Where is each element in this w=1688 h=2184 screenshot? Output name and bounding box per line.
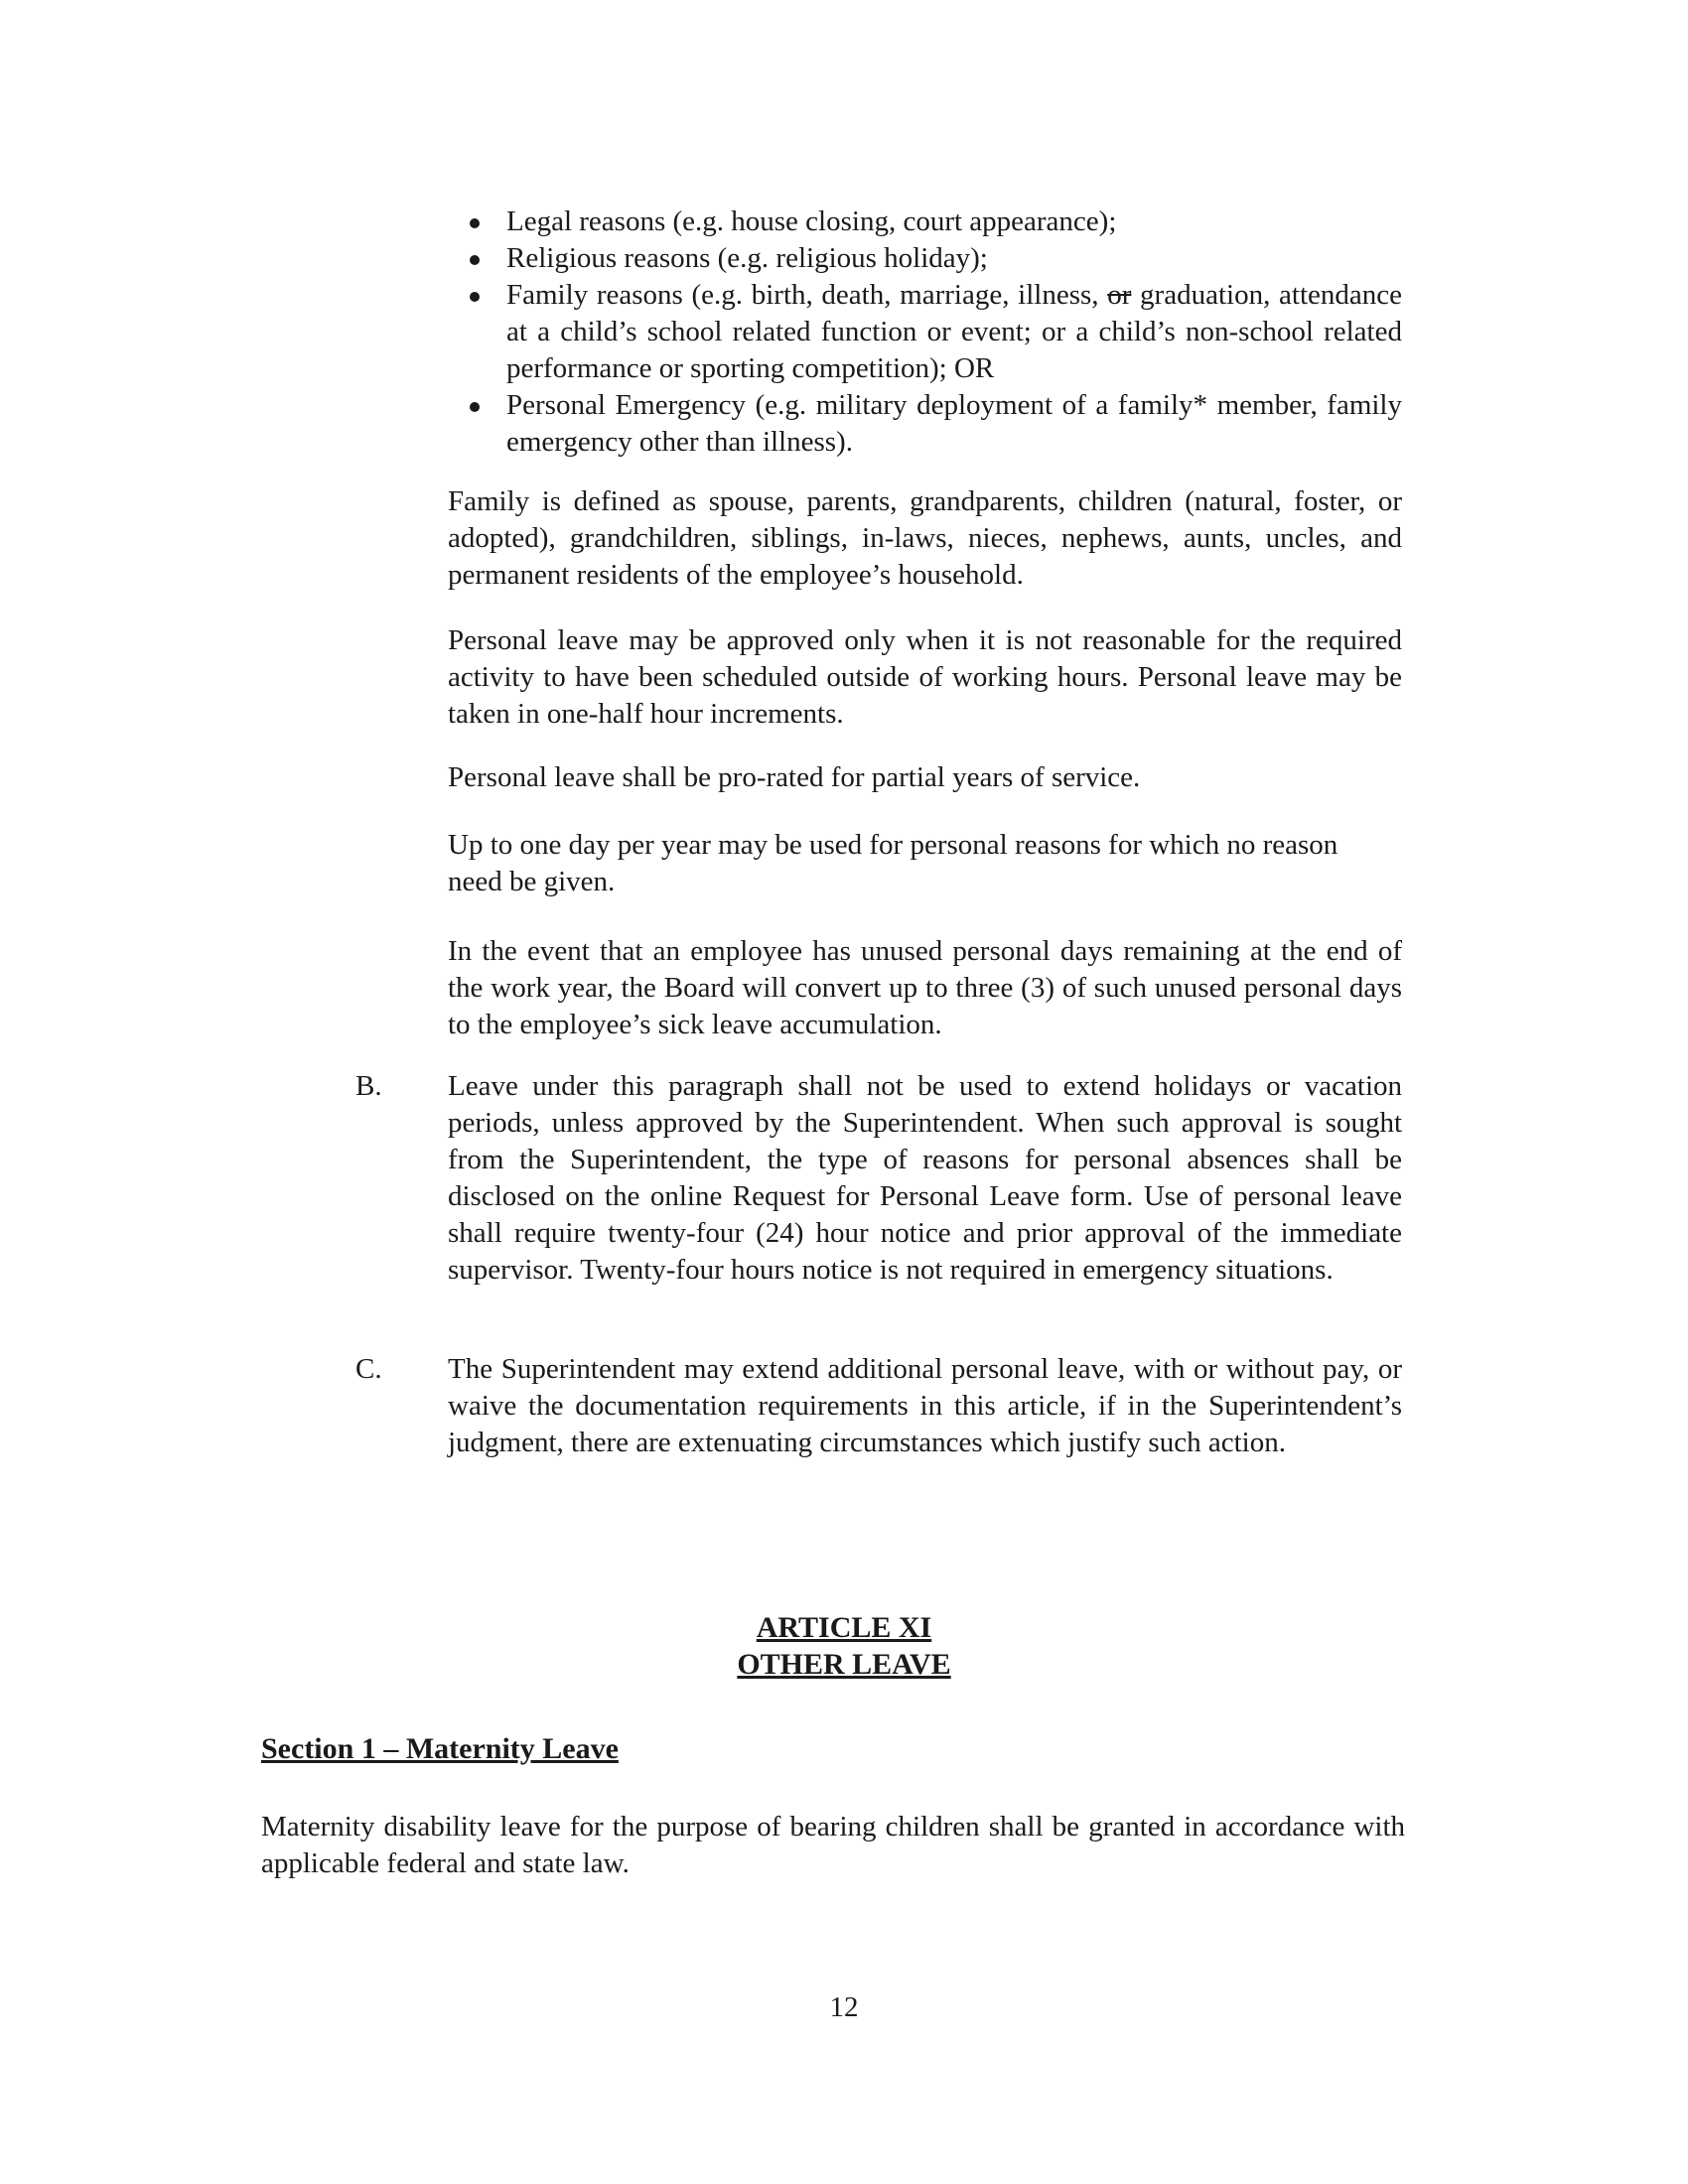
item-b-letter: B. — [355, 1070, 382, 1102]
bullet-text-before: Family reasons (e.g. birth, death, marriage, illness, — [506, 279, 1108, 311]
item-c-paragraph: The Superintendent may extend additional personal leave, with or without pay, or waive the documentation requirements in this article, if in the Superintendent’s judgment, there are extenuating circumstances which justify such action. — [448, 1353, 1402, 1458]
bullet-religious-reasons — [506, 240, 1402, 277]
bullet-text: Legal reasons (e.g. house closing, court appearance); — [506, 205, 1117, 237]
prorated-paragraph: Personal leave shall be pro-rated for partial years of service. — [448, 761, 1141, 793]
article-number-heading: ARTICLE XI — [756, 1611, 932, 1644]
approval-paragraph: Personal leave may be approved only when it is not reasonable for the required activity to have been scheduled outside of working hours. Personal leave may be taken in one-half hour increments. — [448, 624, 1402, 730]
maternity-leave-paragraph: Maternity disability leave for the purpose of bearing children shall be granted in accordance with applicable federal and state law. — [261, 1811, 1405, 1879]
section-1-heading: Section 1 – Maternity Leave — [261, 1732, 619, 1765]
personal-leave-reasons-list — [506, 204, 1402, 461]
bullet-family-reasons — [506, 277, 1402, 387]
one-day-paragraph: Up to one day per year may be used for personal reasons for which no reason need be given. — [448, 829, 1338, 897]
article-title-heading: OTHER LEAVE — [737, 1648, 951, 1681]
page-number: 12 — [829, 1991, 859, 2023]
unused-days-paragraph: In the event that an employee has unused personal days remaining at the end of the work year, the Board will convert up to three (3) of such unused personal days to the employee’s sick leave accumulation. — [448, 935, 1402, 1040]
bullet-text: Personal Emergency (e.g. military deployment of a family* member, family emergency other than illness). — [506, 389, 1402, 458]
struck-word: or — [1107, 279, 1132, 311]
item-c-letter: C. — [355, 1353, 382, 1385]
bullet-text-after: graduation, attendance at a child’s school related function or event; or a child’s non-school related performance or sporting competition); OR — [506, 279, 1402, 384]
family-definition-paragraph: Family is defined as spouse, parents, grandparents, children (natural, foster, or adopted), grandchildren, siblings, in-laws, nieces, nephews, aunts, uncles, and permanent residents of the employee’s household. — [448, 485, 1402, 591]
bullet-personal-emergency — [506, 387, 1402, 461]
bullet-legal-reasons — [506, 204, 1402, 240]
bullet-text: Religious reasons (e.g. religious holiday); — [506, 242, 988, 274]
item-b-paragraph: Leave under this paragraph shall not be used to extend holidays or vacation periods, unless approved by the Superintendent. When such approval is sought from the Superintendent, the type of reasons for personal absences shall be disclosed on the online Request for Personal Leave form. Use of personal leave shall require twenty-four (24) hour notice and prior approval of the immediate supervisor. Twenty-four hours notice is not required in emergency situations. — [448, 1070, 1402, 1286]
